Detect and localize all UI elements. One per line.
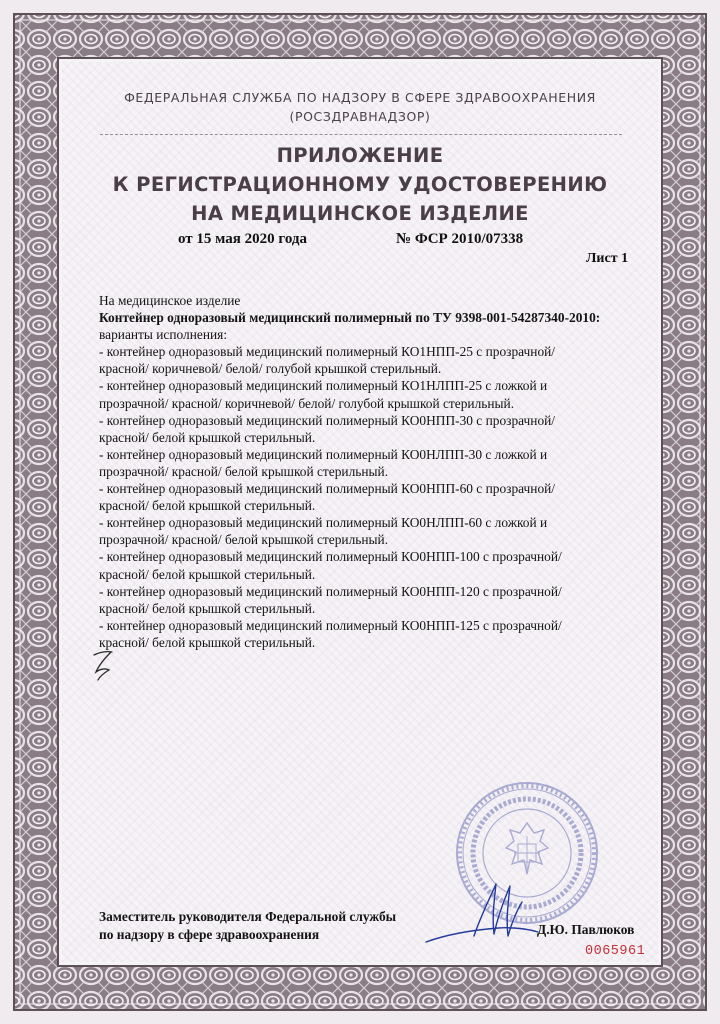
intro-text: На медицинское изделие [99,293,241,308]
variant-line: - контейнер одноразовый медицинский полимерный КО0НПП-100 с прозрачной/ [99,549,562,565]
variant-line: красной/ белой крышкой стерильный. [99,429,316,445]
certificate-number: № ФСР 2010/07338 [396,231,524,247]
signer-name: Д.Ю. Павлюков [537,922,635,937]
title-line-2: К РЕГИСТРАЦИОННОМУ УДОСТОВЕРЕНИЮ [112,173,608,196]
handwritten-signature [418,872,548,952]
header-divider [100,134,622,135]
variant-line: красной/ белой крышкой стерильный. [99,498,316,514]
product-name: Контейнер одноразовый медицинский полимерный по ТУ 9398-001-54287340-2010: [99,310,601,326]
variant-line: красной/ белой крышкой стерильный. [99,634,316,650]
agency-header [0,88,720,126]
agency-name: ФЕДЕРАЛЬНАЯ СЛУЖБА ПО НАДЗОРУ В СФЕРЕ ЗДРАВООХРАНЕНИЯ [124,90,596,105]
variant-line: прозрачной/ красной/ белой крышкой стерильный. [99,463,389,479]
variant-line: - контейнер одноразовый медицинский полимерный КО0НЛПП-60 с ложкой и [99,515,548,531]
variant-line: красной/ белой крышкой стерильный. [99,600,316,616]
signer-position-line-2: по надзору в сфере здравоохранения [99,926,320,942]
variant-line: - контейнер одноразовый медицинский полимерный КО1НЛПП-25 с ложкой и [99,378,548,394]
variants-label: варианты исполнения: [99,327,228,343]
variant-line: - контейнер одноразовый медицинский полимерный КО0НЛПП-30 с ложкой и [99,446,548,462]
signer-position-line-1: Заместитель руководителя Федеральной службы [99,909,397,924]
signer-position [99,908,396,943]
variant-line: красной/ белой крышкой стерильный. [99,566,316,582]
title-line-3: НА МЕДИЦИНСКОЕ ИЗДЕЛИЕ [191,202,529,225]
title-line-1: ПРИЛОЖЕНИЕ [276,144,444,167]
variant-line: прозрачной/ красной/ коричневой/ белой/ голубой крышкой стерильный. [99,395,515,411]
handwritten-mark [90,645,118,685]
sheet-number: Лист 1 [586,251,629,266]
variant-line: прозрачной/ красной/ белой крышкой стерильный. [99,532,389,548]
variant-line: - контейнер одноразовый медицинский полимерный КО0НПП-60 с прозрачной/ [99,481,556,497]
document-title [0,141,720,228]
variant-line: - контейнер одноразовый медицинский полимерный КО0НПП-30 с прозрачной/ [99,412,556,428]
variant-line: красной/ коричневой/ белой/ голубой крышкой стерильный. [99,361,442,377]
issue-date: от 15 мая 2020 года [178,231,307,247]
device-description [99,292,639,651]
serial-number: 0065961 [585,944,646,959]
agency-abbreviation: (РОСЗДРАВНАДЗОР) [289,109,431,124]
variant-line: - контейнер одноразовый медицинский полимерный КО1НПП-25 с прозрачной/ [99,344,556,360]
variant-line: - контейнер одноразовый медицинский полимерный КО0НПП-120 с прозрачной/ [99,583,562,599]
variant-line: - контейнер одноразовый медицинский полимерный КО0НПП-125 с прозрачной/ [99,617,562,633]
